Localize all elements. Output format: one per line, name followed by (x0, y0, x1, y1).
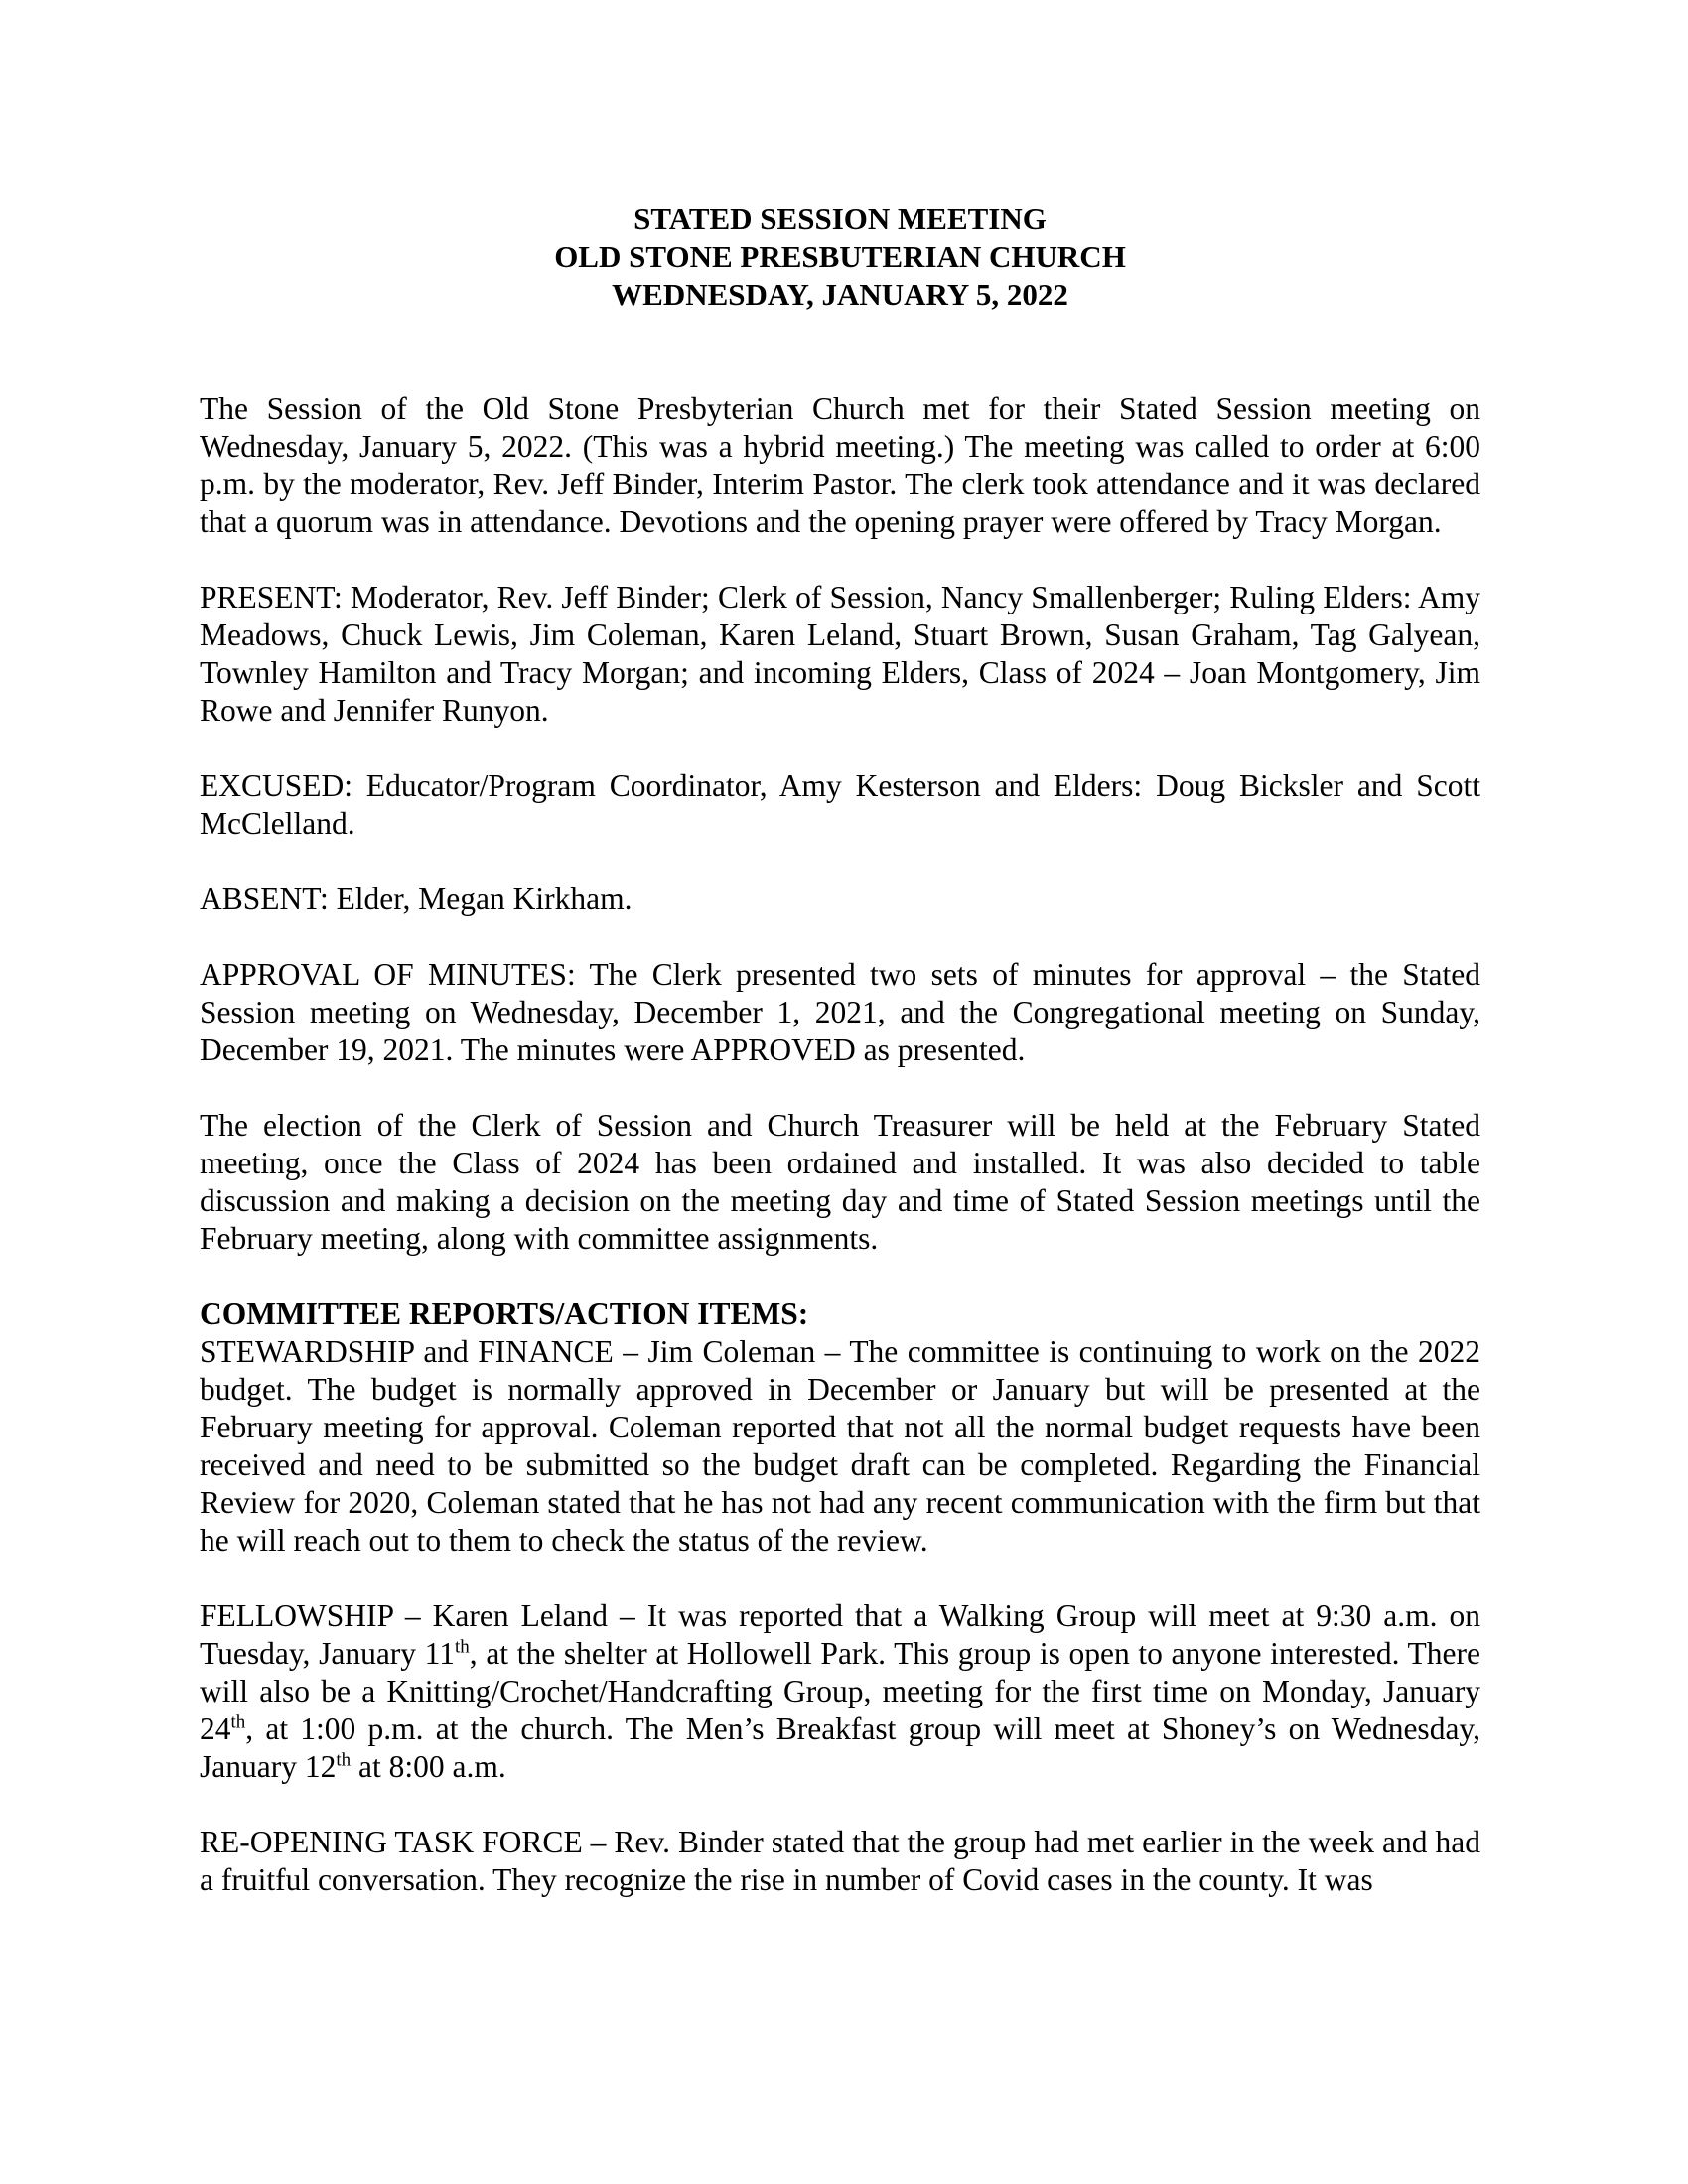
election-paragraph: The election of the Clerk of Session and Church Treasurer will be held at the February Stated meeting, once the Class of 2024 has been ordained and installed. It was also decided to table discussion and making a decision on the meeting day and time of Stated Session meetings until the February meeting, along with committee assignments. (200, 1108, 1480, 1256)
present-paragraph: PRESENT: Moderator, Rev. Jeff Binder; Clerk of Session, Nancy Smallenberger; Ruling Elders: Amy Meadows, Chuck Lewis, Jim Coleman, Karen Leland, Stuart Brown, Susan Graham, Tag Galyean, Townley Hamilton and Tracy Morgan; and incoming Elders, Class of 2024 – Joan Montgomery, Jim Rowe and Jennifer Runyon. (200, 580, 1480, 728)
title-line-church: OLD STONE PRESBUTERIAN CHURCH (554, 239, 1126, 274)
title-line-meeting: STATED SESSION MEETING (633, 202, 1047, 236)
ordinal-suffix: th (230, 1711, 246, 1733)
approval-paragraph: APPROVAL OF MINUTES: The Clerk presented two sets of minutes for approval – the Stated Session meeting on Wednesday, December 1, 2021, and the Congregational meeting on Sunday, December 19, 2021. The minutes were APPROVED as presented. (200, 957, 1480, 1067)
fellowship-text-4: at 8:00 a.m. (351, 1749, 506, 1784)
document-title (200, 201, 1480, 314)
fellowship-text-3: , at 1:00 p.m. at the church. The Men’s Breakfast group will meet at Shoney’s on Wednesday, January 12 (200, 1711, 1480, 1784)
document-page (200, 201, 1480, 1899)
committee-reports-heading: COMMITTEE REPORTS/ACTION ITEMS: (200, 1297, 809, 1331)
ordinal-suffix: th (336, 1749, 352, 1771)
ordinal-suffix: th (455, 1636, 470, 1658)
reopening-paragraph: RE-OPENING TASK FORCE – Rev. Binder stated that the group had met earlier in the week and had a fruitful conversation. They recognize the rise in number of Covid cases in the county. It was (200, 1825, 1480, 1897)
fellowship-text-1: FELLOWSHIP – Karen Leland – It was reported that a Walking Group will meet at 9:30 a.m. on Tuesday, January 11 (200, 1598, 1480, 1671)
opening-paragraph: The Session of the Old Stone Presbyterian Church met for their Stated Session meeting on Wednesday, January 5, 2022. (This was a hybrid meeting.) The meeting was called to order at 6:00 p.m. by the moderator, Rev. Jeff Binder, Interim Pastor. The clerk took attendance and it was declared that a quorum was in attendance. Devotions and the opening prayer were offered by Tracy Morgan. (200, 391, 1480, 539)
fellowship-paragraph (200, 1597, 1480, 1786)
fellowship-text-2: , at the shelter at Hollowell Park. This group is open to anyone interested. There will also be a Knitting/Crochet/Handcrafting Group, meeting for the first time on Monday, January 24 (200, 1636, 1480, 1746)
excused-paragraph: EXCUSED: Educator/Program Coordinator, Amy Kesterson and Elders: Doug Bicksler and Scott McClelland. (200, 768, 1480, 841)
stewardship-paragraph: STEWARDSHIP and FINANCE – Jim Coleman – The committee is continuing to work on the 2022 budget. The budget is normally approved in December or January but will be presented at the February meeting for approval. Coleman reported that not all the normal budget requests have been received and need to be submitted so the budget draft can be completed. Regarding the Financial Review for 2020, Coleman stated that he has not had any recent communication with the firm but that he will reach out to them to check the status of the review. (200, 1334, 1480, 1558)
absent-paragraph: ABSENT: Elder, Megan Kirkham. (200, 882, 633, 916)
title-line-date: WEDNESDAY, JANUARY 5, 2022 (612, 277, 1068, 312)
